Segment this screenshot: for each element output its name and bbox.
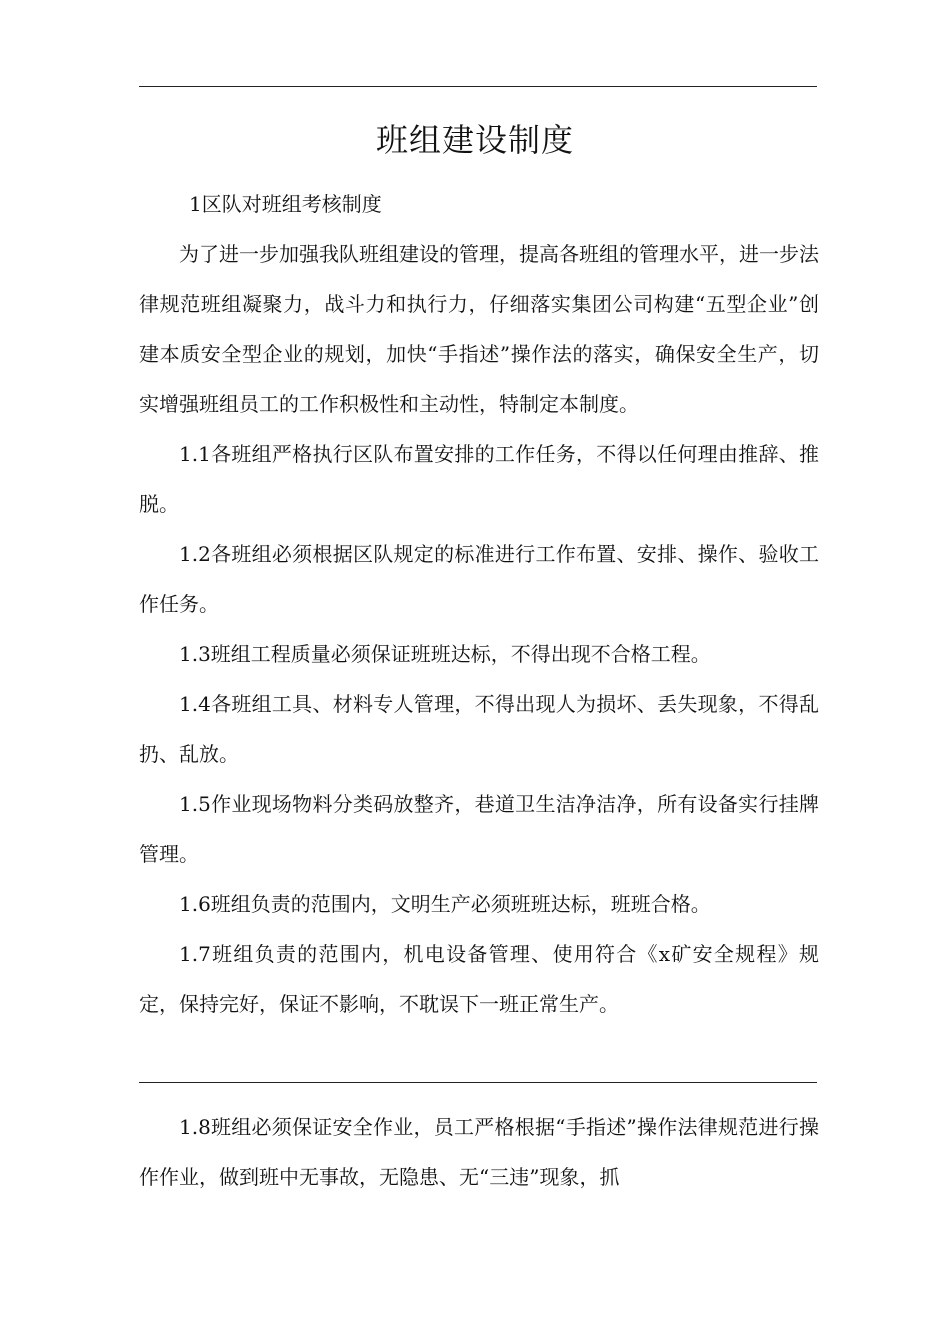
paragraph-1-2: 1.2各班组必须根据区队规定的标准进行工作布置、安排、操作、验收工作任务。 [139,542,819,616]
next-page-body [139,1102,819,1202]
paragraph-1-8: 1.8班组必须保证安全作业，员工严格根据“手指述”操作法律规范进行操作作业，做到班中无事故，无隐患、无“三违”现象，抓 [139,1115,819,1189]
section-heading: 1区队对班组考核制度 [189,192,382,216]
page-break-rule [139,1082,817,1083]
paragraph-1-7: 1.7班组负责的范围内，机电设备管理、使用符合《x矿安全规程》规定，保持完好，保证不影响，不耽误下一班正常生产。 [139,942,819,1016]
document-title: 班组建设制度 [375,121,574,159]
header-rule [139,86,817,87]
document-body [139,179,819,1029]
paragraph-1-4: 1.4各班组工具、材料专人管理，不得出现人为损坏、丢失现象，不得乱扔、乱放。 [139,692,819,766]
paragraph-1-1: 1.1各班组严格执行区队布置安排的工作任务，不得以任何理由推辞、推脱。 [139,442,819,516]
paragraph-1-6: 1.6班组负责的范围内，文明生产必须班班达标，班班合格。 [179,892,711,916]
paragraph-intro: 为了进一步加强我队班组建设的管理，提高各班组的管理水平，进一步法律规范班组凝聚力，战斗力和执行力，仔细落实集团公司构建“五型企业”创建本质安全型企业的规划，加快“手指述”操作法的落实，确保安全生产，切实增强班组员工的工作积极性和主动性，特制定本制度。 [139,242,819,416]
paragraph-1-3: 1.3班组工程质量必须保证班班达标，不得出现不合格工程。 [179,642,711,666]
paragraph-1-5: 1.5作业现场物料分类码放整齐，巷道卫生洁净洁净，所有设备实行挂牌管理。 [139,792,819,866]
